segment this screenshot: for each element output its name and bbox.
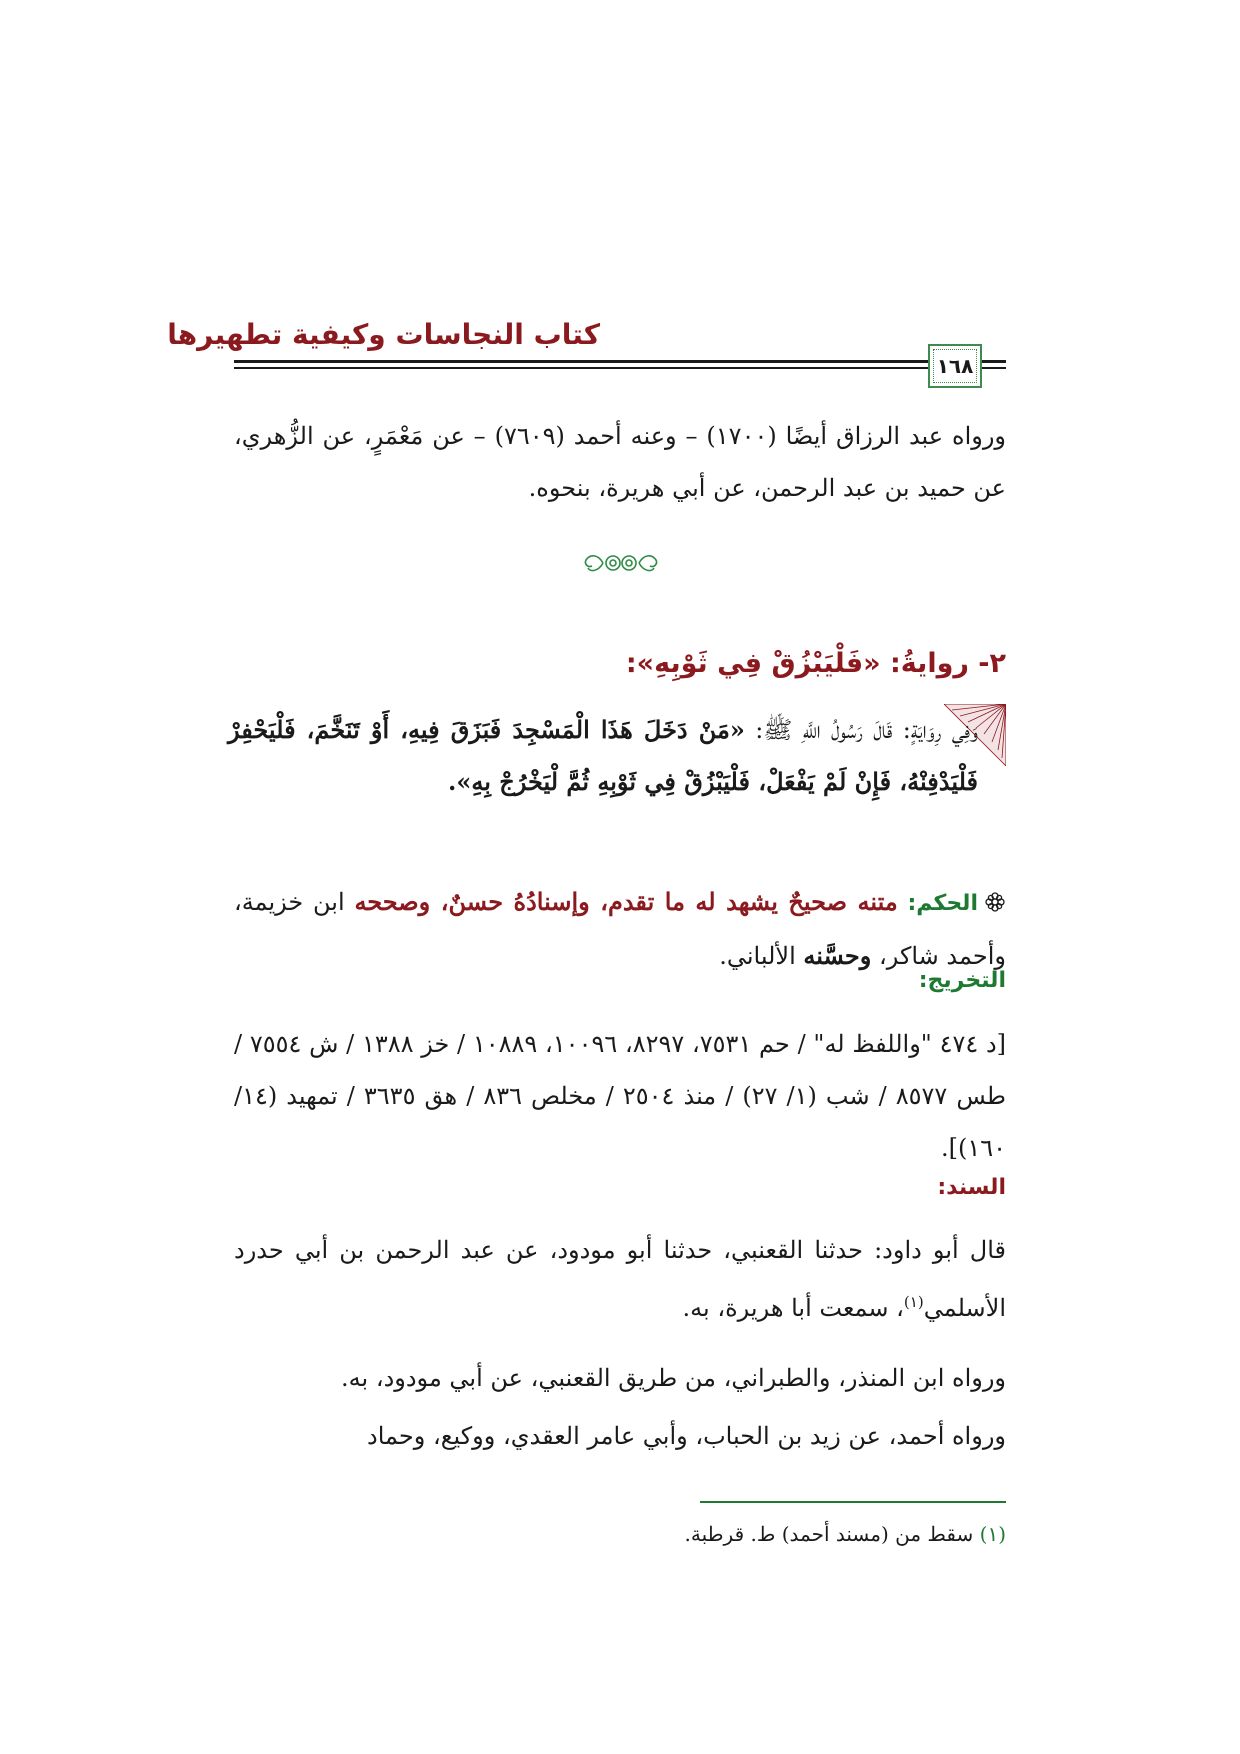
sanad-paragraph-2: ورواه ابن المنذر، والطبراني، من طريق القعنبي، عن أبي مودود، به. <box>341 1364 1006 1392</box>
header-rule <box>234 360 1006 363</box>
hadith-block <box>228 704 1006 808</box>
section-heading: ٢- روايةُ: «فَلْيَبْزُقْ فِي ثَوْبِهِ»: <box>625 648 1006 679</box>
hadith-text <box>228 704 988 808</box>
footnote-ref[interactable]: (١) <box>903 1293 924 1311</box>
ruling-text: ابن خزيمة، وأحمد شاكر، <box>234 888 1006 970</box>
ruling-hassanahu: وحسَّنه <box>803 941 872 970</box>
hadith-matn: «مَنْ دَخَلَ هَذَا الْمَسْجِدَ فَبَزَقَ فِيهِ، أَوْ تَنَخَّمَ، فَلْيَحْفِرْ فَلْيَدْفِنْهُ، فَإِنْ لَمْ يَفْعَلْ، فَلْيَبْزُقْ فِي ثَوْبِهِ ثُمَّ لْيَخْرُجْ بِهِ». <box>228 715 978 796</box>
header-rule-thin <box>234 367 1006 369</box>
page-number: ١٦٨ <box>936 354 974 378</box>
sanad-text: قال أبو داود: حدثنا القعنبي، حدثنا أبو مودود، عن عبد الرحمن بن أبي حدرد الأسلمي <box>234 1236 1006 1322</box>
footnote <box>685 1522 1006 1546</box>
ruling-label: الحكم: <box>907 891 978 916</box>
hadith-intro: وَفِي رِوَايَةٍ: قَالَ رَسُولُ اللَّهِ ﷺ: <box>744 716 979 744</box>
sanad-label: السند: <box>937 1175 1006 1200</box>
sanad-text-end: ، سمعت أبا هريرة، به. <box>682 1294 904 1322</box>
ruling-paragraph <box>234 876 1006 982</box>
flower-bullet-icon <box>984 891 1006 913</box>
takhrij-label: التخريج: <box>918 968 1006 993</box>
sanad-paragraph-1 <box>234 1224 1006 1334</box>
footnote-number: (١) <box>979 1522 1006 1546</box>
sanad-paragraph-3: ورواه أحمد، عن زيد بن الحباب، وأبي عامر العقدي، ووكيع، وحماد <box>367 1422 1006 1450</box>
running-header-title: كتاب النجاسات وكيفية تطهيرها <box>167 318 600 351</box>
ornament-separator-icon <box>576 548 666 578</box>
ruling-text-end: الألباني. <box>719 942 804 970</box>
footnote-text: سقط من (مسند أحمد) ط. قرطبة. <box>684 1522 980 1546</box>
footnote-rule <box>700 1501 1006 1503</box>
intro-paragraph: ورواه عبد الرزاق أيضًا (١٧٠٠) – وعنه أحمد (٧٦٠٩) – عن مَعْمَرٍ، عن الزُّهري، عن حميد بن عبد الرحمن، عن أبي هريرة، بنحوه. <box>234 422 1007 502</box>
page-number-badge <box>928 344 982 388</box>
ruling-verdict: متنه صحيحٌ يشهد له ما تقدم، وإسنادُهُ حسنٌ، وصححه <box>354 887 898 916</box>
takhrij-paragraph: [د ٤٧٤ "واللفظ له" / حم ٧٥٣١، ٨٢٩٧، ١٠٠٩٦، ١٠٨٨٩ / خز ١٣٨٨ / ش ٧٥٥٤ / طس ٨٥٧٧ / شب (١/ ٢٧) / منذ ٢٥٠٤ / مخلص ٨٣٦ / هق ٣٦٣٥ / تمهيد (١٤/ ١٦٠)]. <box>234 1030 1007 1162</box>
